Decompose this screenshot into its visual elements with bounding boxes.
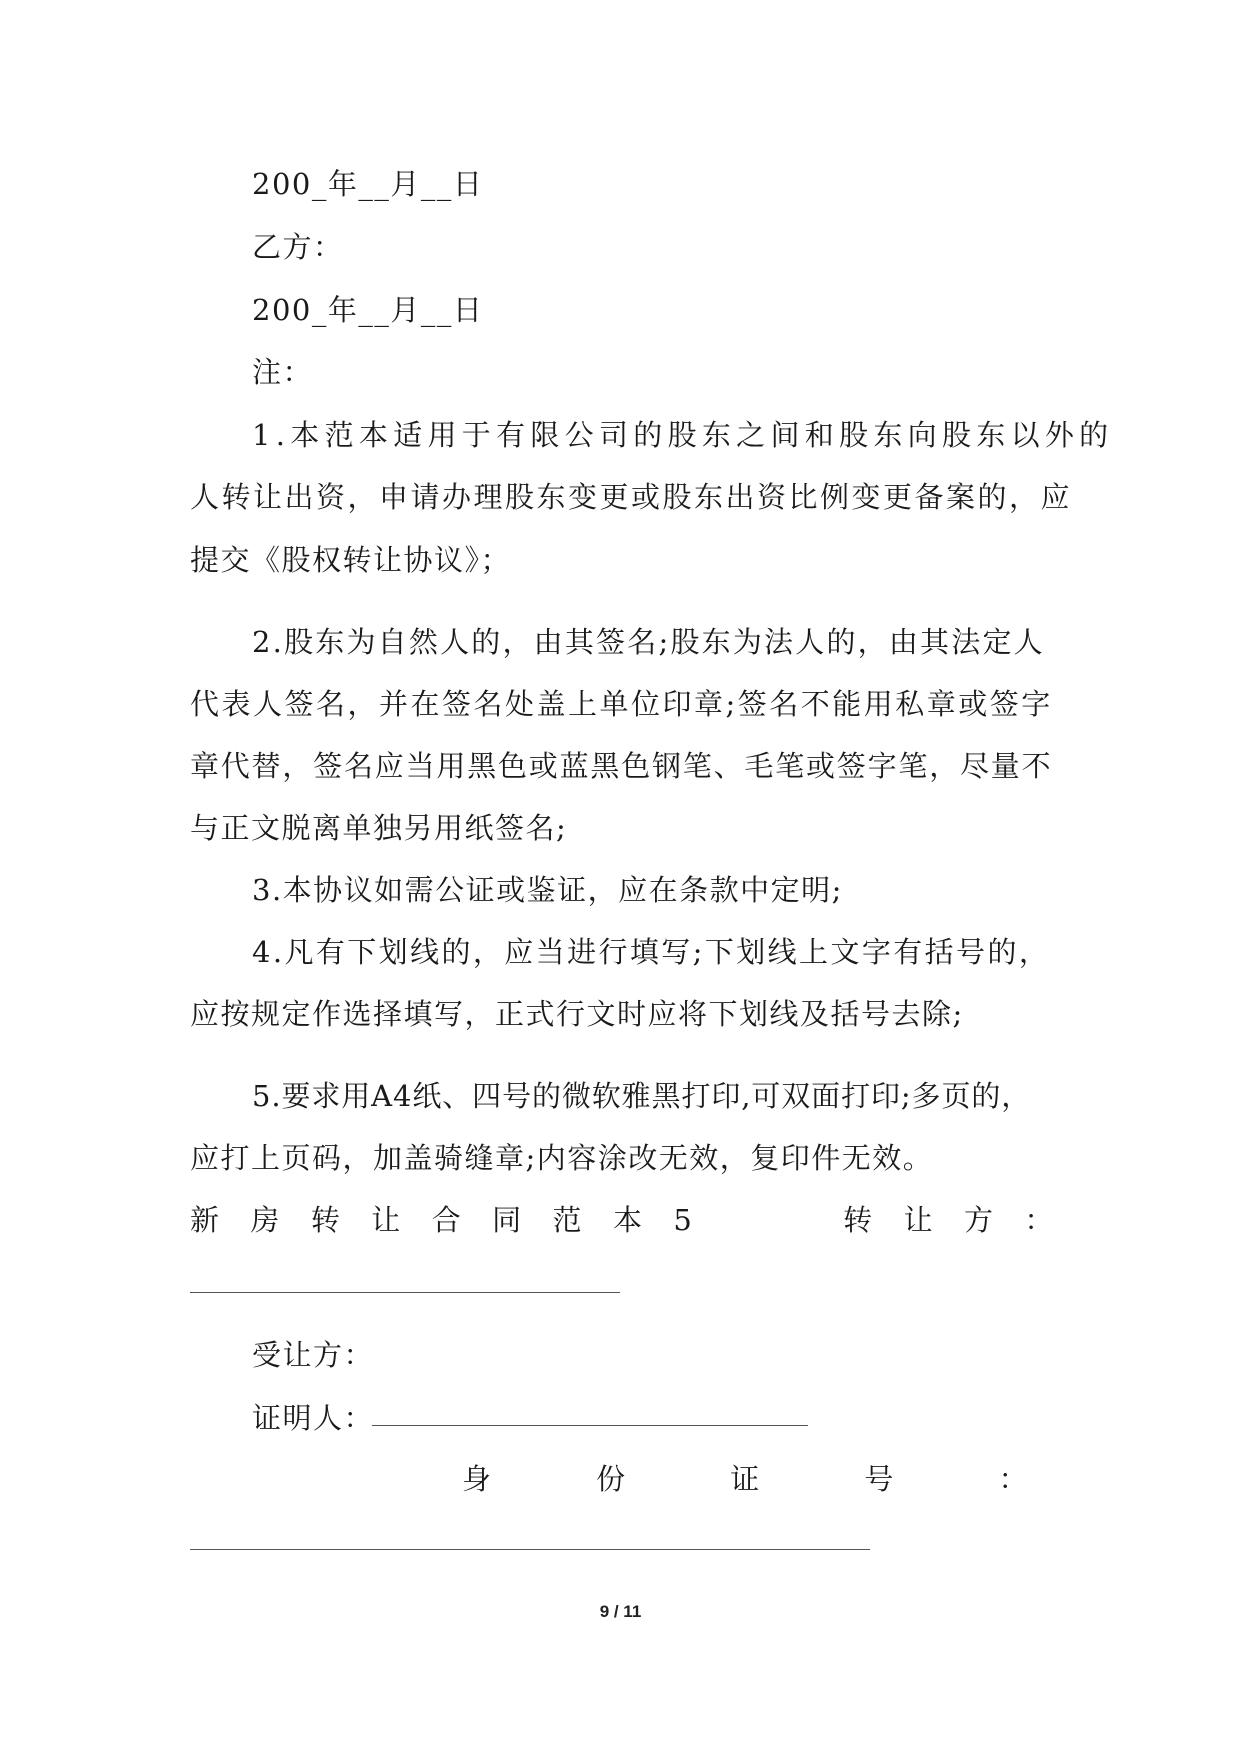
page-number: 9 / 11 bbox=[599, 1602, 642, 1621]
id-char: 号 bbox=[864, 1462, 895, 1496]
date-line-1: 200_年__月__日 bbox=[252, 167, 484, 201]
transferor-char: 转 bbox=[843, 1203, 874, 1237]
note-2-line-3: 章代替，签名应当用黑色或蓝黑色钢笔、毛笔或签字笔，尽量不 bbox=[190, 749, 1053, 783]
note-1-line-3: 提交《股权转让协议》； bbox=[190, 543, 512, 577]
transferor-char: ： bbox=[1024, 1203, 1055, 1237]
note-2-line-2: 代表人签名，并在签名处盖上单位印章;签名不能用私章或签字 bbox=[190, 687, 1053, 721]
heading-char: 房 bbox=[250, 1203, 281, 1237]
id-char: 证 bbox=[730, 1462, 761, 1496]
heading-char: 范 bbox=[552, 1203, 584, 1237]
note-4-line-1: 4.凡有下划线的，应当进行填写;下划线上文字有括号的， bbox=[252, 935, 1051, 969]
heading-char: 同 bbox=[492, 1203, 523, 1237]
note-5-line-1: 5.要求用A4纸、四号的微软雅黑打印,可双面打印;多页的， bbox=[252, 1079, 1032, 1113]
id-blank-line bbox=[190, 1549, 870, 1550]
heading-char: 合 bbox=[431, 1203, 463, 1237]
party-b-label: 乙方： bbox=[252, 230, 344, 264]
transferor-char: 方 bbox=[963, 1203, 995, 1237]
transferor-blank-line bbox=[190, 1292, 620, 1293]
heading-char: 5 bbox=[673, 1203, 694, 1237]
heading-char: 转 bbox=[310, 1203, 342, 1237]
note-2-line-4: 与正文脱离单独另用纸签名; bbox=[190, 811, 568, 845]
id-char: 份 bbox=[596, 1462, 627, 1496]
heading-char: 本 bbox=[612, 1203, 644, 1237]
heading-char: 让 bbox=[371, 1203, 402, 1237]
transferee-label: 受让方： bbox=[252, 1338, 375, 1372]
heading-char: 新 bbox=[190, 1203, 221, 1237]
note-3: 3.本协议如需公证或鉴证，应在条款中定明; bbox=[252, 873, 843, 907]
id-char: 身 bbox=[462, 1462, 493, 1496]
witness-label: 证明人： bbox=[252, 1401, 375, 1435]
id-number-line bbox=[462, 1459, 1029, 1499]
note-1-line-2: 人转让出资，申请办理股东变更或股东出资比例变更备案的，应 bbox=[190, 480, 1073, 514]
id-char: ： bbox=[998, 1462, 1029, 1496]
heading-gap bbox=[723, 1200, 813, 1240]
witness-blank-line bbox=[372, 1425, 808, 1426]
note-1-line-1: 1.本范本适用于有限公司的股东之间和股东向股东以外的 bbox=[252, 418, 1114, 452]
note-4-line-2: 应按规定作选择填写，正式行文时应将下划线及括号去除; bbox=[190, 997, 964, 1031]
notes-label: 注： bbox=[252, 355, 314, 389]
contract-heading-line bbox=[190, 1200, 1055, 1240]
transferor-char: 让 bbox=[903, 1203, 935, 1237]
note-5-line-2: 应打上页码，加盖骑缝章;内容涂改无效，复印件无效。 bbox=[190, 1141, 934, 1175]
date-line-2: 200_年__月__日 bbox=[252, 293, 484, 327]
note-2-line-1: 2.股东为自然人的，由其签名;股东为法人的，由其法定人 bbox=[252, 625, 1045, 659]
